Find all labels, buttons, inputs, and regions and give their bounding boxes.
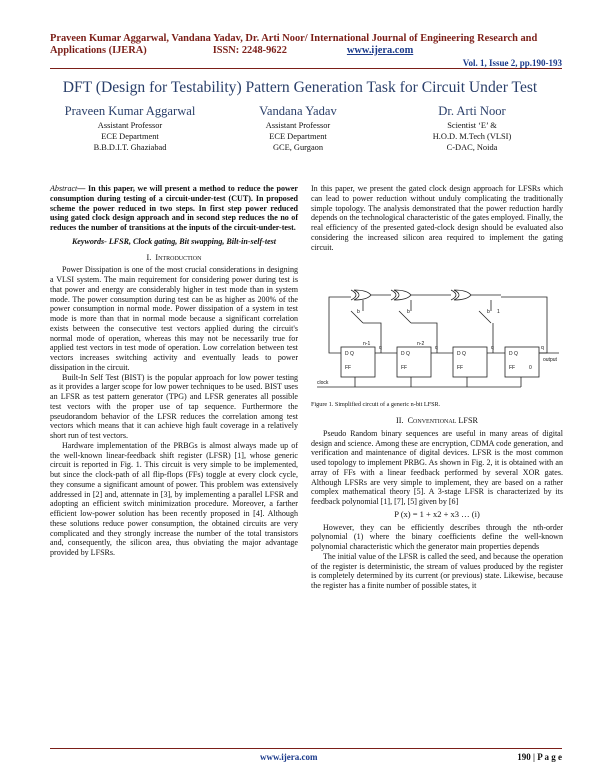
fig-label-b-1: b: [487, 309, 490, 315]
section-title: Introduction: [155, 252, 202, 262]
left-column: [50, 184, 298, 558]
fig-clock-label: clock: [317, 380, 329, 386]
fig-ff-label: FF: [457, 365, 464, 371]
abstract-label: Abstract: [50, 184, 78, 193]
fig-label-n1: n-1: [363, 341, 371, 347]
author-line: Assistant Professor: [97, 121, 163, 130]
footer-rule: [50, 748, 562, 749]
fig-ff-label: FF: [401, 365, 408, 371]
equation: P (x) = 1 + x2 + x3 … (i): [394, 508, 480, 519]
header-issn: ISSN: 2248-9622: [212, 45, 287, 56]
journal-header: [50, 33, 562, 68]
fig-label-b-n1: b: [357, 309, 360, 315]
figure-caption: Figure 1. Simplified circuit of a generic n-bit LFSR.: [311, 401, 441, 408]
header-line-1: Praveen Kumar Aggarwal, Vandana Yadav, Dr. Arti Noor/ International Journal of Engineering Research and: [50, 33, 538, 44]
paper-title: DFT (Design for Testability) Pattern Generation Task for Circuit Under Test: [62, 79, 538, 96]
page-footer: [50, 752, 562, 762]
abstract-text: — In this paper, we will present a method to reduce the power consumption during testing of a circuit-under-test (CUT). In proposed scheme the power reduced in two steps. In first step power reduced using gated clock design approach and in second step reduces the no of reduces the number of transitions at the inputs of the circuit-under-test.: [50, 184, 298, 232]
author-line: Assistant Professor: [265, 121, 331, 130]
fig-ff-label: FF: [345, 365, 352, 371]
header-volume: Vol. 1, Issue 2, pp.190-193: [462, 58, 562, 68]
fig-output-label: output: [543, 357, 557, 363]
author-1: [40, 103, 220, 153]
fig-ff-label: FF: [509, 365, 516, 371]
author-line: ECE Department: [101, 132, 159, 141]
fig-label-0: 0: [529, 365, 532, 371]
author-2: [218, 103, 378, 153]
fig-label-n2: n-2: [417, 341, 425, 347]
paragraph: Hardware implementation of the PRBGs is almost always made up of the well-known linear-feedback shift register (LFSR) [1], whose generic circuit is reported in Fig. 1. This circuit is very simple to be implemented, but since the clock-path of all flip-flops (FFs) toggle at every clock cycle, they consume a significant amount of power. This problem was extensively addressed in [2] and, attennate in [3], by implementing a parallel LFSR and adopting an efficient switch minimization procedure. Moreover, a farther efficient low-power solution has been recently proposed in [4]. Although these solutions reduce power consumption, the obtained circuits are very complicated and they strongly increase the number of the total transistors and, consequently, the silicon area, thus obviating the major advantage provided by LFSRs.: [50, 440, 298, 557]
fig-ff-dq: D Q: [509, 351, 518, 357]
abstract: [50, 184, 298, 233]
section-1-heading: [50, 253, 298, 263]
section-2-heading: [311, 416, 563, 426]
fig-label-q0: q: [541, 345, 544, 351]
footer-site-link[interactable]: www.ijera.com: [260, 752, 318, 762]
author-line: B.B.D.I.T. Ghaziabad: [93, 143, 167, 152]
author-3: [392, 103, 552, 153]
paragraph: Pseudo Random binary sequences are useful in many areas of digital design and science. Among these are encryption, CDMA code generation, and verification and maintenance of digital devices. LFSR is the most common used topology to implement PRBG. As shown in Fig. 2, it is obtained with an array of FFs with a linear feedback performed by several XOR gates. Although LFSRs are very simple to implement, they are based on a rather complex mathematical theory [5]. A 3-stage LFSR is characterized by its feedback polynomial [1], [7], [5] given by [6]: [311, 428, 563, 506]
author-name: Dr. Arti Noor: [438, 104, 506, 118]
author-line: ECE Department: [269, 132, 327, 141]
section-title: Conventional LFSR: [407, 416, 478, 425]
fig-label-b-n2: b: [407, 309, 410, 315]
header-rule: [50, 68, 562, 69]
author-line: GCE, Gurgaon: [272, 143, 324, 152]
section-number: II.: [396, 416, 404, 425]
fig-label-1: 1: [497, 309, 500, 315]
paragraph: Power Dissipation is one of the most crucial considerations in designing a VLSI system. The main requirement for considering power during test is that power and energy are considerably higher in test mode than in system mode. The power consumption during test can be as higher as 200% of the power consumption in normal mode. Power dissipation of a system in test mode is more than that in normal mode because a significant correlation exists between the consecutive test vectors applied during the circuit's normal mode of operation, whereas this may not be necessarily true for applied test vectors in test mode of operation. Low correlation between test vectors increases switching activity and eventually leads to power dissipation in the circuit.: [50, 265, 298, 372]
paragraph: However, they can be efficiently describes through the nth-order polynomial (1) where the binary coefficients define the well-known polynomial characteristic which the generator main properties depends: [311, 522, 563, 551]
section-number: I.: [146, 252, 152, 262]
fig-ff-dq: D Q: [457, 351, 466, 357]
fig-ff-dq: D Q: [401, 351, 410, 357]
fig-ff-dq: D Q: [345, 351, 354, 357]
header-site-link[interactable]: www.ijera.com: [346, 45, 414, 56]
paragraph: The initial value of the LFSR is called the seed, and because the operation of the register is deterministic, the stream of values produced by the register is completely determined by its current (or previous) state. Likewise, because the register has a finite number of possible states, it: [311, 551, 563, 590]
header-journal: Applications (IJERA): [50, 45, 147, 56]
fig-label-q-n2: q: [435, 345, 438, 351]
right-column-body: [311, 416, 563, 591]
fig-label-q1: q: [491, 345, 494, 351]
author-name: Praveen Kumar Aggarwal: [64, 104, 196, 118]
fig-label-q-n1: q: [379, 345, 382, 351]
author-name: Vandana Yadav: [259, 104, 337, 118]
paragraph: Built-In Self Test (BIST) is the popular approach for low power testing as it provides a larger scope for low power techniques to be used. BIST uses an LFSR as test pattern generator (TPG) and LFSR generates all possible test vectors with the proper use of tap sequence. Furthermore the pseudorandom behavior of the LFSR reduces the correlation among test vectors which means that it can achieve high fault coverage in a relatively short run of test vectors.: [50, 372, 298, 440]
author-line: C-DAC, Noida: [446, 143, 498, 152]
lfsr-circuit-figure: [311, 283, 563, 393]
keywords: Keywords- LFSR, Clock gating, Bit swapping, Bilt-in-self-test: [71, 236, 277, 246]
author-line: H.O.D. M.Tech (VLSI): [432, 132, 512, 141]
author-line: Scientist ‘E’ &: [447, 121, 497, 130]
page-number: 190 | P a g e: [517, 752, 562, 762]
paragraph: In this paper, we present the gated clock design approach for LFSRs which can lead to power reduction without unduly complicating the traditionally simple topology. The analysis demonstrated that the power reduction hardly depends on the technological characteristic of the gates employed. Finally, the real efficiency of the presented gated-clock design should be evaluated also considering the increased silicon area required to implement the gating circuit.: [311, 184, 563, 252]
right-column-intro: [311, 184, 563, 252]
